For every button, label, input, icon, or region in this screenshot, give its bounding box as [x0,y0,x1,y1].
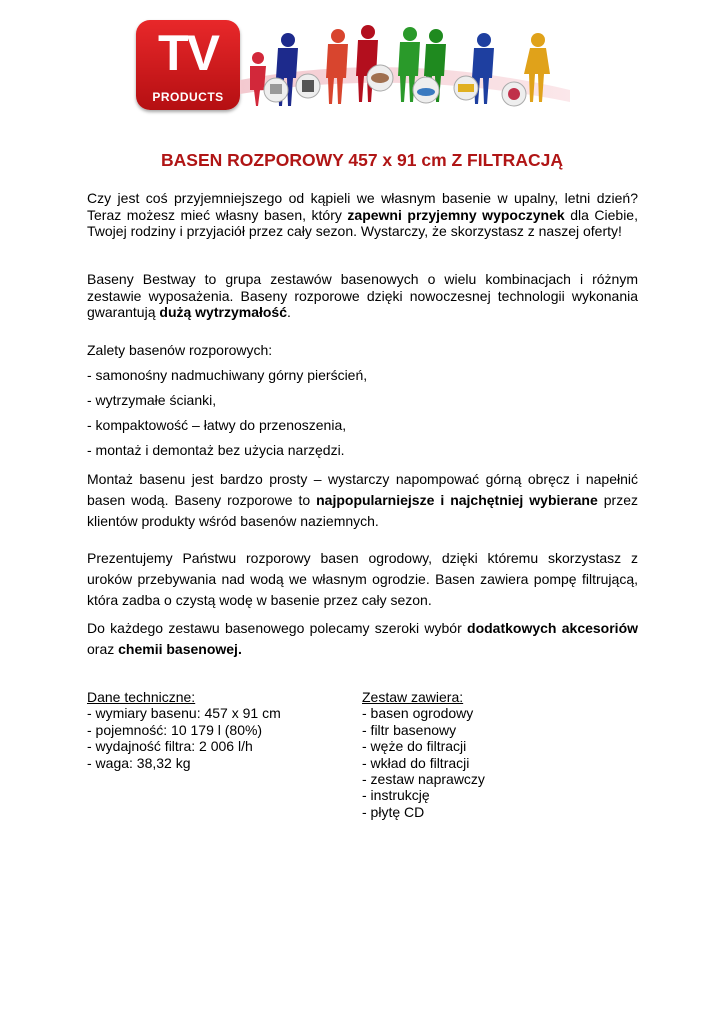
header-banner [130,10,575,110]
silhouette-3 [326,29,348,104]
assembly-text-1: Montaż basenu jest bardzo prosty – wystarczy napompować górną obręcz i napełnić basen wodą. Baseny rozporowe to [87,471,638,508]
recommend-text-1: Do każdego zestawu basenowego polecamy szeroki wybór [87,620,468,636]
technical-data-section [87,689,281,771]
bestway-paragraph [87,271,638,321]
spec-item: - wymiary basenu: 457 x 91 cm [87,705,281,722]
bestway-text-1: Baseny Bestway to grupa zestawów basenowych o wielu kombinacjach i różnym zestawie wyposażenia. Baseny rozporowe dzięki nowoczesnej technologii wykonania gwarantują [87,271,638,320]
logo-letters: TV [158,25,218,81]
logo-subtitle: PRODUCTS [152,90,224,104]
product-bubble-2 [296,74,320,98]
silhouette-4 [356,25,378,102]
spec-item: - waga: 38,32 kg [87,754,191,771]
present-paragraph: Prezentujemy Państwu rozporowy basen ogrodowy, dzięki któremu skorzystasz z uroków przebywania nad wodą we własnym ogrodzie. Basen zawiera pompę filtrującą, która zadba o czystą wodę w basenie przez cały sezon. [87,550,638,608]
intro-text-1: Czy jest coś przyjemniejszego od kąpieli we własnym basenie w upalny, letni dzień? Teraz możesz mieć własny basen, który [87,190,638,223]
spec-item: - wydajność filtra: 2 006 l/h [87,738,253,755]
kit-item: - filtr basenowy [362,721,457,738]
kit-contents-section [362,689,485,820]
advantage-item: - montaż i demontaż bez użycia narzędzi. [87,442,345,458]
recommend-bold-1: dodatkowych akcesoriów [467,620,639,636]
people-silhouettes-graphic [240,10,575,110]
recommend-paragraph [87,618,638,660]
kit-item: - płytę CD [362,803,425,820]
recommend-text-2: oraz [87,641,119,657]
bestway-text-2: . [287,304,291,320]
advantage-item: - samonośny nadmuchiwany górny pierścień, [87,367,368,383]
assembly-bold: najpopularniejsze i najchętniej wybierane [316,492,598,508]
kit-item: - instrukcję [362,787,430,804]
kit-item: - zestaw naprawczy [362,771,485,788]
silhouette-1 [250,52,266,106]
product-bubble-1 [264,78,288,102]
intro-text-2: dla Ciebie, Twojej rodziny i przyjaciół przez cały sezon. Wystarczy, że skorzystasz z naszej oferty! [87,206,638,239]
product-bubble-4 [413,77,439,103]
kit-item: - basen ogrodowy [362,705,474,722]
spec-item: - pojemność: 10 179 l (80%) [87,721,263,738]
assembly-paragraph [87,469,638,532]
technical-data-heading: Dane techniczne: [87,689,196,705]
tv-products-logo [136,20,240,110]
bestway-bold: dużą wytrzymałość [159,304,287,320]
kit-item: - wkład do filtracji [362,754,470,771]
product-bubble-3 [367,65,393,91]
intro-paragraph [87,190,638,240]
page-title: BASEN ROZPOROWY 457 x 91 cm Z FILTRACJĄ [161,150,563,170]
kit-item: - węże do filtracji [362,738,467,755]
recommend-bold-2: chemii basenowej. [118,641,242,657]
advantages-heading: Zalety basenów rozporowych: [87,342,273,358]
product-bubble-6 [502,82,526,106]
assembly-text-2: przez klientów produkty wśród basenów naziemnych. [87,492,638,529]
kit-contents-heading: Zestaw zawiera: [362,689,464,705]
intro-bold: zapewni przyjemny wypoczynek [347,206,565,223]
advantage-item: - wytrzymałe ścianki, [87,392,217,408]
product-bubble-5 [454,76,478,100]
advantage-item: - kompaktowość – łatwy do przenoszenia, [87,417,347,433]
